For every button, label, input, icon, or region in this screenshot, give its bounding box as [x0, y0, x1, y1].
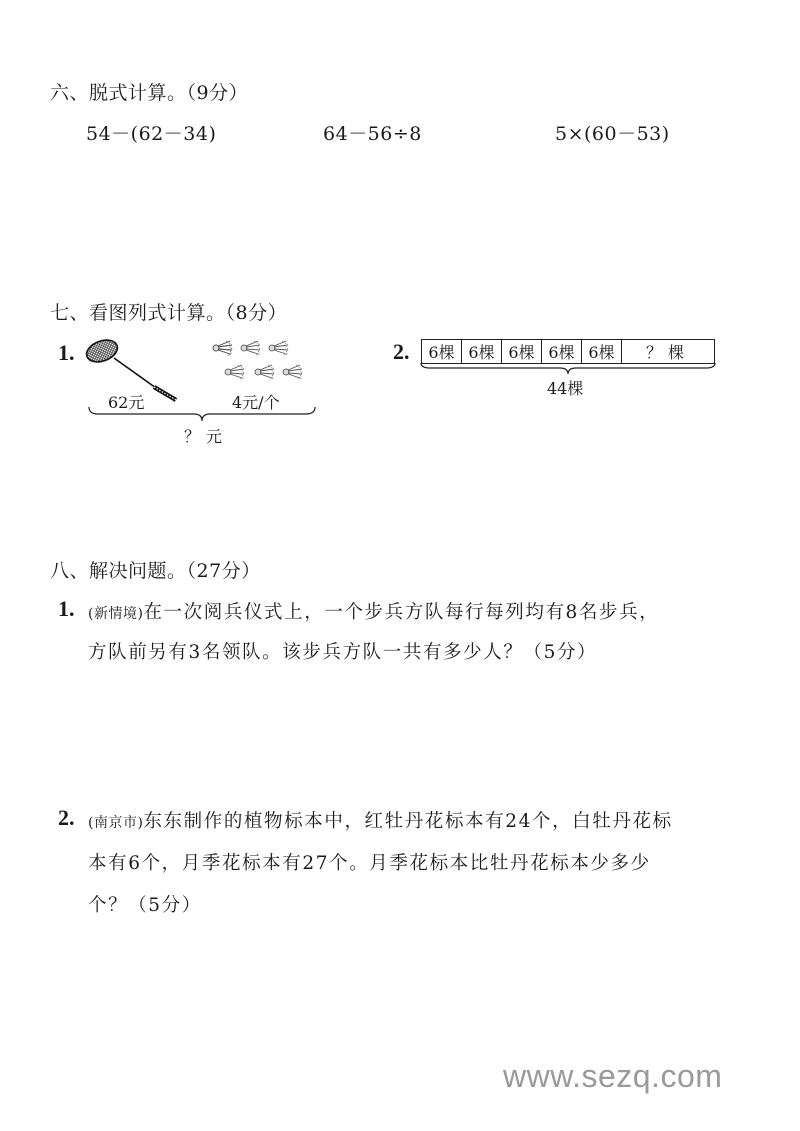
watermark: www.sezq.com [503, 1058, 723, 1094]
total-price-unknown: ？元 [184, 427, 229, 446]
strip-cell-unknown: ？棵 [645, 343, 690, 362]
problem8-1-tag: (新情境) [88, 606, 144, 622]
problem8-2-number: 2. [58, 805, 75, 830]
section7-title: 七、看图列式计算。 [50, 302, 226, 324]
tree-count-strip [421, 339, 715, 364]
section7-heading [50, 298, 287, 325]
section7-score: （8分） [225, 302, 288, 324]
problem7-1-number: 1. [58, 340, 75, 365]
expression-3: 5×(60－53) [555, 123, 670, 145]
strip-total: 44棵 [547, 379, 584, 398]
strip-cell: 6棵 [502, 340, 542, 363]
section8-heading [50, 556, 261, 583]
problem8-1-line1: (新情境)在一次阅兵仪式上，一个步兵方队每行每列均有8名步兵， [88, 602, 660, 623]
problem8-1-line2: 方队前另有3名领队。该步兵方队一共有多少人？（5分） [88, 642, 598, 663]
section6-score: （9分） [186, 82, 249, 104]
problem8-2-line1: (南京市)东东制作的植物标本中，红牡丹花标本有24个，白牡丹花标 [88, 811, 673, 832]
expression-2: 64－56÷8 [323, 123, 422, 145]
section8-score: （27分） [186, 560, 261, 582]
problem8-2-line2: 本有6个，月季花标本有27个。月季花标本比牡丹花标本少多少 [88, 853, 651, 874]
problem8-2-tag: (南京市) [88, 815, 144, 831]
section6-title: 六、脱式计算。 [50, 82, 187, 104]
problem8-2-line3: 个？（5分） [88, 895, 202, 916]
shuttlecocks-group [212, 340, 308, 388]
strip-cell: 6棵 [462, 340, 502, 363]
problem8-1-number: 1. [58, 596, 75, 621]
racket-price: 62元 [108, 393, 145, 412]
strip-cell: 6棵 [582, 340, 622, 363]
problem7-2-number: 2. [393, 339, 410, 364]
total-brace [88, 406, 316, 422]
section6-heading [50, 78, 248, 105]
strip-brace [420, 362, 716, 376]
strip-cell: 6棵 [422, 340, 462, 363]
expression-1: 54－(62－34) [86, 123, 217, 145]
section8-title: 八、解决问题。 [50, 560, 187, 582]
shuttlecock-price: 4元/个 [232, 393, 280, 412]
strip-cell: 6棵 [542, 340, 582, 363]
